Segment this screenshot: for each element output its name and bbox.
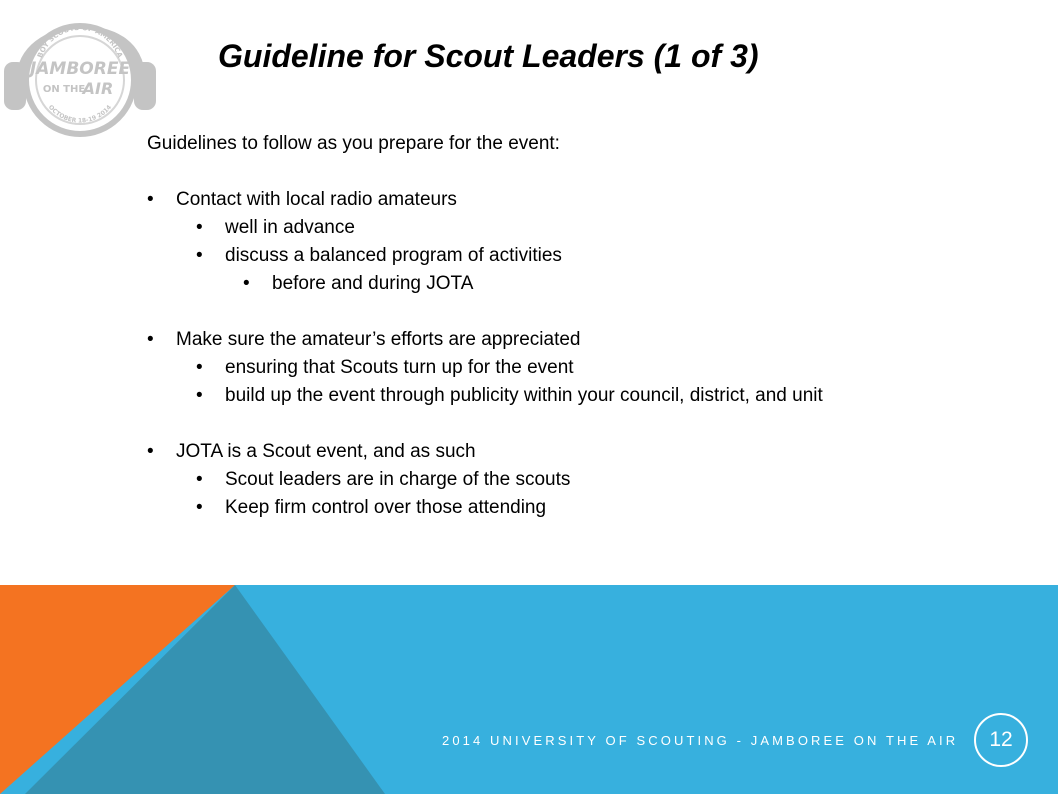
logo-bottom-arc: OCTOBER 18-19 2014 <box>46 103 114 125</box>
left-ear-cup <box>4 62 26 110</box>
footer-text: 2014 UNIVERSITY OF SCOUTING - JAMBOREE ON THE AIR <box>442 733 959 748</box>
spacer <box>147 410 1047 438</box>
jamboree-on-the-air-logo <box>0 0 160 150</box>
bullet-item: • well in advance <box>147 214 1047 242</box>
bullet-dot-icon: • <box>196 469 203 490</box>
right-ear-cup <box>134 62 156 110</box>
bullet-item: • JOTA is a Scout event, and as such <box>147 438 1047 466</box>
bullet-dot-icon: • <box>147 441 154 462</box>
bullet-item: • Keep firm control over those attending <box>147 494 1047 522</box>
bullet-dot-icon: • <box>196 385 203 406</box>
slide-title: Guideline for Scout Leaders (1 of 3) <box>218 38 759 74</box>
bullet-item: • discuss a balanced program of activities <box>147 242 1047 270</box>
bullet-dot-icon: • <box>196 497 203 518</box>
bullet-item: • Make sure the amateur’s efforts are appreciated <box>147 326 1047 354</box>
bullet-dot-icon: • <box>196 357 203 378</box>
footer-band <box>0 585 1058 794</box>
bullet-dot-icon: • <box>196 245 203 266</box>
bullet-item: • Scout leaders are in charge of the scouts <box>147 466 1047 494</box>
bullet-dot-icon: • <box>196 217 203 238</box>
intro-text: Guidelines to follow as you prepare for the event: <box>147 133 560 154</box>
logo-top-arc: BOY SCOUTS OF AMERICA <box>36 23 124 59</box>
bullet-item: • build up the event through publicity within your council, district, and unit <box>147 382 1047 410</box>
bullet-item: • before and during JOTA <box>147 270 1047 298</box>
spacer <box>147 158 1047 186</box>
page-number: 12 <box>974 713 1028 767</box>
bullet-item: • ensuring that Scouts turn up for the event <box>147 354 1047 382</box>
logo-line1: JAMBOREE <box>29 59 131 79</box>
logo-line2: ON THE <box>42 84 86 95</box>
bullet-item: • Contact with local radio amateurs <box>147 186 1047 214</box>
slide-body <box>147 130 1047 522</box>
bullet-dot-icon: • <box>243 273 250 294</box>
bullet-dot-icon: • <box>147 189 154 210</box>
logo-line3: AIR <box>82 79 114 98</box>
bullet-dot-icon: • <box>147 329 154 350</box>
spacer <box>147 298 1047 326</box>
